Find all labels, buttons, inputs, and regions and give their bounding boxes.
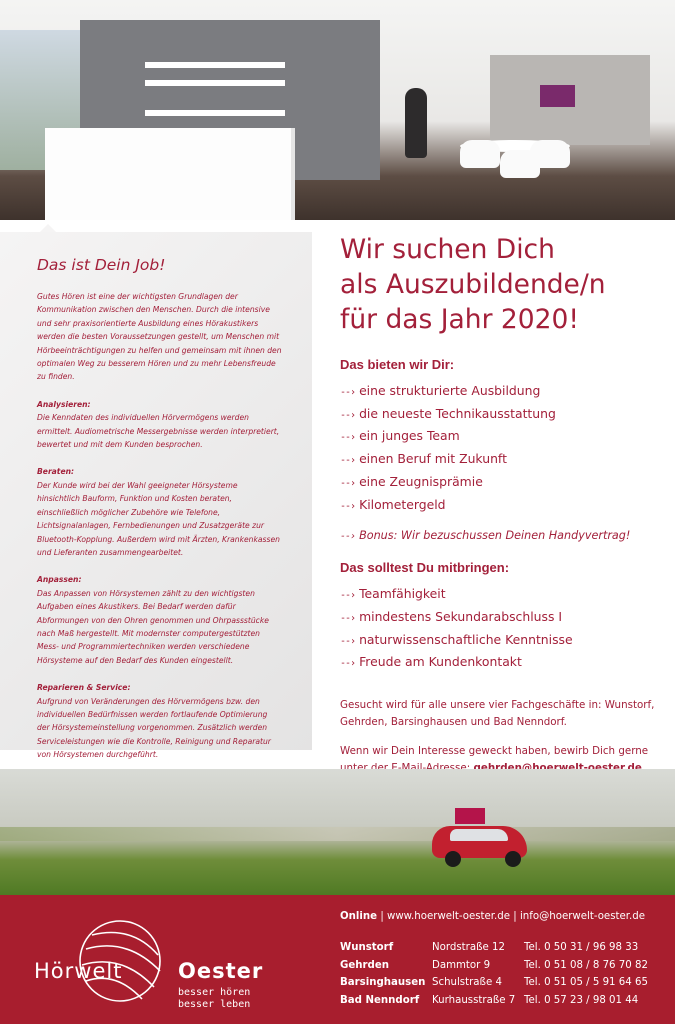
box-notch <box>40 224 56 232</box>
list-item-text: eine Zeugnisprämie <box>359 473 483 489</box>
list-item-text: mindestens Sekundarabschluss I <box>359 608 563 624</box>
list-item <box>340 472 665 495</box>
branch-street: Dammtor 9 <box>432 959 491 971</box>
section-heading: Anpassen: <box>37 575 82 585</box>
application-text: Wenn wir Dein Interesse geweckt haben, bewirb Dich gerne <box>340 745 649 758</box>
branch-phone: Tel. 0 50 31 / 96 98 33 <box>524 942 639 954</box>
website-link[interactable]: www.hoerwelt-oester.de <box>387 911 511 922</box>
arrow-icon: --› <box>340 500 356 512</box>
logo-tagline: besser hören <box>178 987 251 998</box>
footer-email-link[interactable]: info@hoerwelt-oester.de <box>519 911 645 922</box>
table-row <box>340 939 648 957</box>
car-field-photo <box>0 769 675 895</box>
list-item-text: Teamfähigkeit <box>359 586 446 602</box>
list-item <box>340 607 665 630</box>
branch-phone: Tel. 0 51 05 / 5 91 64 65 <box>524 977 648 989</box>
arrow-icon: --› <box>340 409 356 421</box>
roof-sign <box>455 808 485 824</box>
job-intro: Gutes Hören ist eine der wichtigsten Grundlagen der Kommunikation zwischen den Menschen. Durch die intensive und sehr praxisorientierte Ausbildung eines Hörakustikers werden die besten Voraussetzungen gestellt, um Menschen mit Hörbeeinträchtigungen zu helfen und gemeinsam mit ihnen den optimalen Weg zu besserem Hören und zu mehr Lebensfreude zu finden. <box>37 292 282 382</box>
arrow-icon: --› <box>340 635 356 647</box>
job-section-anpassen <box>37 573 282 667</box>
locations-info: Gesucht wird für alle unsere vier Fachgeschäfte in: Wunstorf, Gehrden, Barsinghausen und Bad Nenndorf. <box>340 699 655 729</box>
branch-street: Kurhausstraße 7 <box>432 994 516 1006</box>
list-item-text: Kilometergeld <box>359 496 446 512</box>
branch-city: Gehrden <box>340 959 390 971</box>
arrow-icon: --› <box>340 531 356 543</box>
wall-shelf <box>145 62 285 68</box>
list-item-text: einen Beruf mit Zukunft <box>359 451 507 467</box>
logo-word-oester: Oester <box>178 959 264 983</box>
branch-city: Barsinghausen <box>340 977 426 989</box>
job-section-beraten <box>37 465 282 559</box>
car-wheel <box>505 851 521 867</box>
section-text: Die Kenndaten des individuellen Hörvermögens werden ermittelt. Audiometrische Messergebnisse werden interpretiert, bewertet und mit dem Kunden besprochen. <box>37 413 280 450</box>
hoerwelt-oester-logo <box>28 915 288 1015</box>
main-headline <box>340 232 665 337</box>
bonus-text: Bonus: Wir bezuschussen Deinen Handyvertrag! <box>359 529 631 543</box>
section-text: Das Anpassen von Hörsystemen zählt zu den wichtigsten Aufgaben eines Akustikers. Bei Bedarf werden dafür Abformungen von den Ohren genommen und Ohrpassstücke nach Maß hergestellt. Mit modernster computergestützten Mess- und Programmiertechniken werden verschiedene Hörsysteme auf den Bedarf des Kunden eingestellt. <box>37 588 269 665</box>
list-item-text: eine strukturierte Ausbildung <box>359 383 541 398</box>
logo-tagline: besser leben <box>178 999 251 1010</box>
section-text: Der Kunde wird bei der Wahl geeigneter Hörsysteme hinsichtlich Bauform, Funktion und Kosten beraten, einschließlich möglicher Zubehöre wie Telefone, Lichtsignalanlagen, Fernbedienungen und Zusatzgeräte zur Bluetooth-Kopplung. Außerdem wird mit Ärzten, Krankenkassen und Lieferanten zusammengearbeitet. <box>37 480 280 557</box>
list-item-text: Freude am Kundenkontakt <box>359 654 522 670</box>
arrow-icon: --› <box>340 477 356 489</box>
arrow-icon: --› <box>340 658 356 670</box>
list-item <box>340 404 665 427</box>
bonus-line <box>340 529 665 542</box>
branches-table <box>340 939 648 1009</box>
requirements-heading: Das solltest Du mitbringen: <box>340 560 510 576</box>
arrow-icon: --› <box>340 432 356 444</box>
list-item-text: ein junges Team <box>359 428 460 444</box>
requirements-list <box>340 584 665 675</box>
section-heading: Beraten: <box>37 467 75 477</box>
section-heading: Analysieren: <box>37 399 91 409</box>
list-item <box>340 584 665 607</box>
wall-screen <box>540 85 575 107</box>
list-item <box>340 630 665 653</box>
separator: | <box>380 911 384 922</box>
list-item <box>340 449 665 472</box>
car-window <box>450 829 508 841</box>
section-heading: Reparieren & Service: <box>37 683 131 693</box>
section-text: Aufgrund von Veränderungen des Hörvermögens bzw. den individuellen Bedürfnissen werden fortlaufende Optimierung der Hörsystemeinstellung vorgenommen. Zusätzlich werden Serviceleistungen wie die Kontrolle, Reinigung und Reparatur von Hörsystemen durchgeführt. <box>37 696 271 760</box>
right-column <box>340 232 665 777</box>
separator: | <box>513 911 517 922</box>
online-contact <box>340 911 645 922</box>
arrow-icon: --› <box>340 387 356 398</box>
list-item-text: die neueste Technikausstattung <box>359 405 556 421</box>
reception-counter <box>45 128 295 220</box>
job-section-analysieren <box>37 398 282 452</box>
online-label: Online <box>340 911 378 922</box>
logo-word-hoerwelt: Hörwelt <box>34 959 123 983</box>
employee-figure <box>405 88 427 158</box>
headline-line: für das Jahr 2020! <box>340 304 579 335</box>
headline-line: Wir suchen Dich <box>340 234 555 265</box>
branch-street: Schulstraße 4 <box>432 977 502 989</box>
footer <box>0 895 675 1024</box>
list-item-text: naturwissenschaftliche Kenntnisse <box>359 631 573 647</box>
arrow-icon: --› <box>340 612 356 624</box>
job-section-reparieren <box>37 681 282 761</box>
branch-city: Bad Nenndorf <box>340 994 420 1006</box>
table-row <box>340 957 648 975</box>
arrow-icon: --› <box>340 590 356 602</box>
white-chair <box>530 140 570 168</box>
branch-phone: Tel. 0 51 08 / 8 76 70 82 <box>524 959 648 971</box>
job-description-box <box>0 232 312 760</box>
list-item <box>340 426 665 449</box>
branch-city: Wunstorf <box>340 942 394 954</box>
arrow-icon: --› <box>340 455 356 467</box>
offer-heading: Das bieten wir Dir: <box>340 357 455 372</box>
list-item <box>340 495 665 518</box>
job-title: Das ist Dein Job! <box>37 256 166 274</box>
wall-shelf <box>145 80 285 86</box>
table-row <box>340 974 648 992</box>
wall-shelf <box>145 110 285 116</box>
branch-phone: Tel. 0 57 23 / 98 01 44 <box>524 994 639 1006</box>
offer-list <box>340 381 665 517</box>
headline-line: als Auszubildende/n <box>340 269 606 300</box>
motion-blur-horizon <box>0 827 675 841</box>
list-item <box>340 381 665 404</box>
store-interior-photo <box>0 0 675 220</box>
white-chair <box>460 140 500 168</box>
branch-street: Nordstraße 12 <box>432 942 505 954</box>
car-wheel <box>445 851 461 867</box>
list-item <box>340 652 665 675</box>
table-row <box>340 992 648 1010</box>
